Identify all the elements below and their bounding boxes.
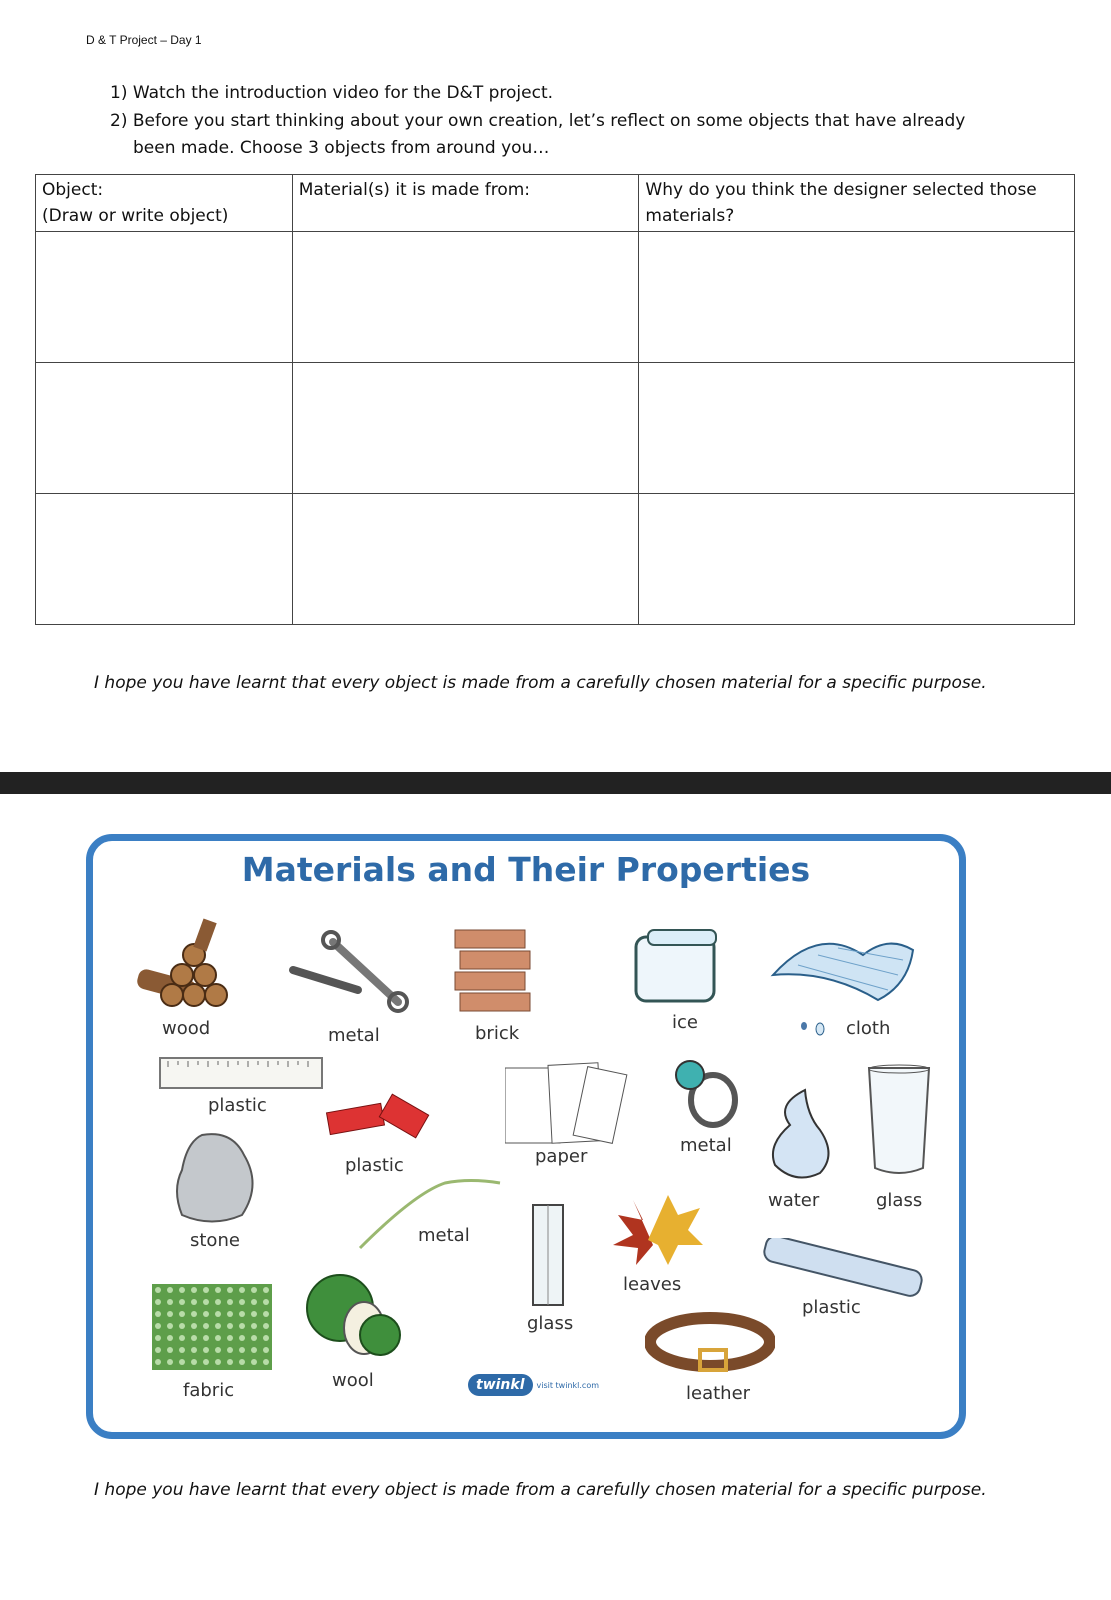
instruction-2-continued: been made. Choose 3 objects from around you… [133, 138, 550, 158]
document-header: D & T Project – Day 1 [86, 33, 202, 47]
label-metal-ring: metal [680, 1135, 732, 1156]
label-leaves: leaves [623, 1274, 682, 1295]
table-cell[interactable] [292, 494, 639, 625]
label-stone: stone [190, 1230, 240, 1251]
label-fabric: fabric [183, 1380, 235, 1401]
column-header-object: Object: (Draw or write object) [36, 175, 293, 232]
ring-icon [668, 1050, 743, 1130]
cloth-icon [768, 930, 918, 1010]
label-wood: wood [162, 1018, 211, 1039]
instruction-number: 2) [110, 111, 128, 131]
leather-belt-icon [645, 1310, 775, 1378]
label-glass-cup: glass [876, 1190, 923, 1211]
water-drops-icon [798, 1018, 828, 1038]
label-leather: leather [686, 1383, 751, 1404]
wool-ball-icon [302, 1270, 407, 1365]
wrench-icon [283, 930, 413, 1015]
stone-icon [172, 1130, 257, 1225]
table-cell[interactable] [292, 363, 639, 494]
wood-logs-icon [132, 915, 242, 1015]
table-cell[interactable] [36, 363, 293, 494]
table-cell[interactable] [36, 494, 293, 625]
table-row [36, 232, 1075, 363]
table-row [36, 494, 1075, 625]
poster-title: Materials and Their Properties [241, 850, 811, 889]
reflection-table [35, 174, 1075, 625]
label-ice: ice [672, 1012, 698, 1033]
table-row [36, 363, 1075, 494]
label-metal-wire: metal [418, 1225, 470, 1246]
instruction-number: 1) [110, 83, 128, 103]
toy-bricks-icon [325, 1093, 435, 1148]
table-cell[interactable] [639, 363, 1075, 494]
label-cloth: cloth [846, 1018, 891, 1039]
paper-sheets-icon [505, 1060, 630, 1150]
logo-brand: twinkl [468, 1374, 533, 1396]
label-glass-prism: glass [527, 1313, 574, 1334]
column-header-material: Material(s) it is made from: [292, 175, 639, 232]
label-paper: paper [535, 1146, 588, 1167]
glass-cup-icon [866, 1063, 932, 1181]
plastic-wrap-icon [755, 1238, 930, 1303]
instruction-text: Watch the introduction video for the D&T project. [132, 83, 554, 103]
logo-url: visit twinkl.com [536, 1380, 599, 1390]
label-metal-wrench: metal [328, 1025, 380, 1046]
twinkl-logo [468, 1374, 599, 1396]
brick-stack-icon [450, 925, 535, 1017]
label-plastic-bricks: plastic [345, 1155, 404, 1176]
instruction-text: Before you start thinking about your own creation, let’s reflect on some objects that have already [132, 111, 966, 131]
table-cell[interactable] [639, 494, 1075, 625]
label-brick: brick [475, 1023, 520, 1044]
instruction-2 [110, 108, 965, 135]
ruler-icon [158, 1055, 326, 1091]
table-cell[interactable] [292, 232, 639, 363]
instruction-1 [110, 80, 553, 107]
label-plastic-wrap: plastic [802, 1297, 861, 1318]
fabric-icon [152, 1284, 272, 1370]
table-cell[interactable] [639, 232, 1075, 363]
closing-statement: I hope you have learnt that every object is made from a carefully chosen material for a specific purpose. [94, 673, 987, 693]
label-wool: wool [332, 1370, 374, 1391]
label-water: water [768, 1190, 820, 1211]
column-header-reason: Why do you think the designer selected those materials? [639, 175, 1075, 232]
table-cell[interactable] [36, 232, 293, 363]
ice-cube-icon [628, 925, 723, 1007]
label-plastic-ruler: plastic [208, 1095, 267, 1116]
leaves-icon [608, 1190, 703, 1270]
table-header-row [36, 175, 1075, 232]
water-drop-icon [765, 1085, 835, 1185]
glass-prism-icon [528, 1200, 570, 1310]
closing-statement-2: I hope you have learnt that every object is made from a carefully chosen material for a specific purpose. [94, 1480, 987, 1500]
page-divider [0, 772, 1111, 794]
